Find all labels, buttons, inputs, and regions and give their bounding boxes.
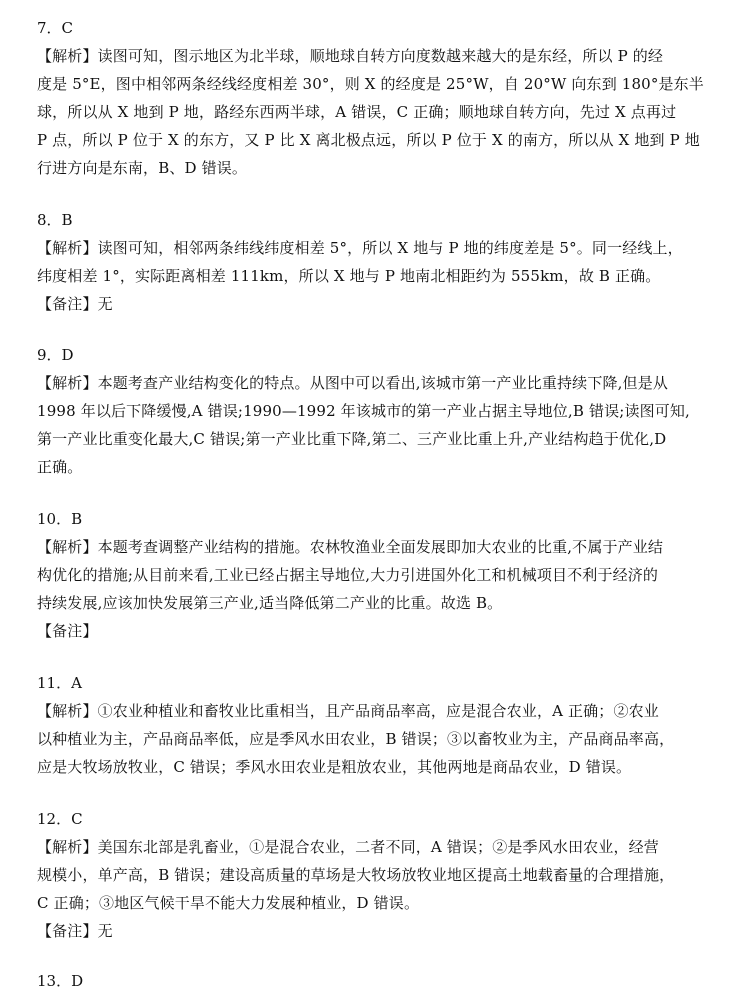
question-number: 11．A [37, 674, 82, 692]
analysis-line: 【解析】本题考查产业结构变化的特点。从图中可以看出,该城市第一产业比重持续下降,但是从 [37, 374, 668, 392]
analysis-line: 应是大牧场放牧业，C 错误；季风水田农业是粗放农业，其他两地是商品农业，D 错误。 [37, 758, 632, 776]
question-number: 13．D [37, 972, 84, 990]
question-7 [37, 14, 704, 182]
spacer [37, 645, 701, 669]
question-number: 9．D [37, 346, 74, 364]
question-12 [37, 805, 701, 945]
analysis-line: 构优化的措施;从目前来看,工业已经占据主导地位,大力引进国外化工和机械项目不利于经济的 [37, 566, 659, 584]
question-13 [37, 967, 701, 995]
analysis-line: 【解析】美国东北部是乳畜业，①是混合农业，二者不同，A 错误；②是季风水田农业，经营 [37, 838, 659, 856]
spacer [37, 182, 701, 206]
analysis-line: C 正确；③地区气候干旱不能大力发展种植业，D 错误。 [37, 894, 420, 912]
analysis-line: P 点，所以 P 位于 X 的东方，又 P 比 X 离北极点远，所以 P 位于 X 的南方，所以从 X 地到 P 地 [37, 131, 700, 149]
question-10 [37, 505, 701, 645]
analysis-line: 【解析】①农业种植业和畜牧业比重相当，且产品商品率高，应是混合农业，A 正确；②农业 [37, 702, 659, 720]
question-8 [37, 206, 701, 318]
analysis-line: 持续发展,应该加快发展第三产业,适当降低第二产业的比重。故选 B。 [37, 594, 503, 612]
remark-line: 【备注】无 [37, 295, 113, 313]
remark-line: 【备注】无 [37, 922, 113, 940]
spacer [37, 781, 701, 805]
analysis-line: 【解析】本题考查调整产业结构的措施。农林牧渔业全面发展即加大农业的比重,不属于产业结 [37, 538, 664, 556]
analysis-line: 1998 年以后下降缓慢,A 错误;1990—1992 年该城市的第一产业占据主导地位,B 错误;读图可知, [37, 402, 690, 420]
analysis-line: 球，所以从 X 地到 P 地，路经东西两半球，A 错误，C 正确；顺地球自转方向，先过 X 点再过 [37, 103, 677, 121]
analysis-line: 【解析】读图可知，图示地区为北半球，顺地球自转方向度数越来越大的是东经，所以 P 的经 [37, 47, 664, 65]
spacer [37, 318, 701, 341]
question-11 [37, 669, 701, 781]
analysis-line: 以种植业为主，产品商品率低，应是季风水田农业，B 错误；③以畜牧业为主，产品商品率高， [37, 730, 675, 748]
analysis-line: 规模小，单产高，B 错误；建设高质量的草场是大牧场放牧业地区提高土地载畜量的合理措施， [37, 866, 675, 884]
remark-line: 【备注】 [37, 622, 98, 640]
question-number: 10．B [37, 510, 83, 528]
spacer [37, 481, 701, 505]
analysis-line: 度是 5°E，图中相邻两条经线经度相差 30°，则 X 的经度是 25°W，自 20°W 向东到 180°是东半 [37, 75, 704, 93]
analysis-line: 【解析】读图可知，相邻两条纬线纬度相差 5°，所以 X 地与 P 地的纬度差是 5°。同一经线上， [37, 239, 683, 257]
question-number: 8．B [37, 211, 73, 229]
analysis-line: 第一产业比重变化最大,C 错误;第一产业比重下降,第二、三产业比重上升,产业结构趋于优化,D [37, 430, 667, 448]
analysis-line: 纬度相差 1°，实际距离相差 111km，所以 X 地与 P 地南北相距约为 555km，故 B 正确。 [37, 267, 661, 285]
question-number: 12．C [37, 810, 83, 828]
analysis-line: 行进方向是东南，B、D 错误。 [37, 159, 248, 177]
question-9 [37, 341, 701, 481]
spacer [37, 945, 701, 967]
question-number: 7．C [37, 19, 74, 37]
analysis-line: 正确。 [37, 458, 83, 476]
